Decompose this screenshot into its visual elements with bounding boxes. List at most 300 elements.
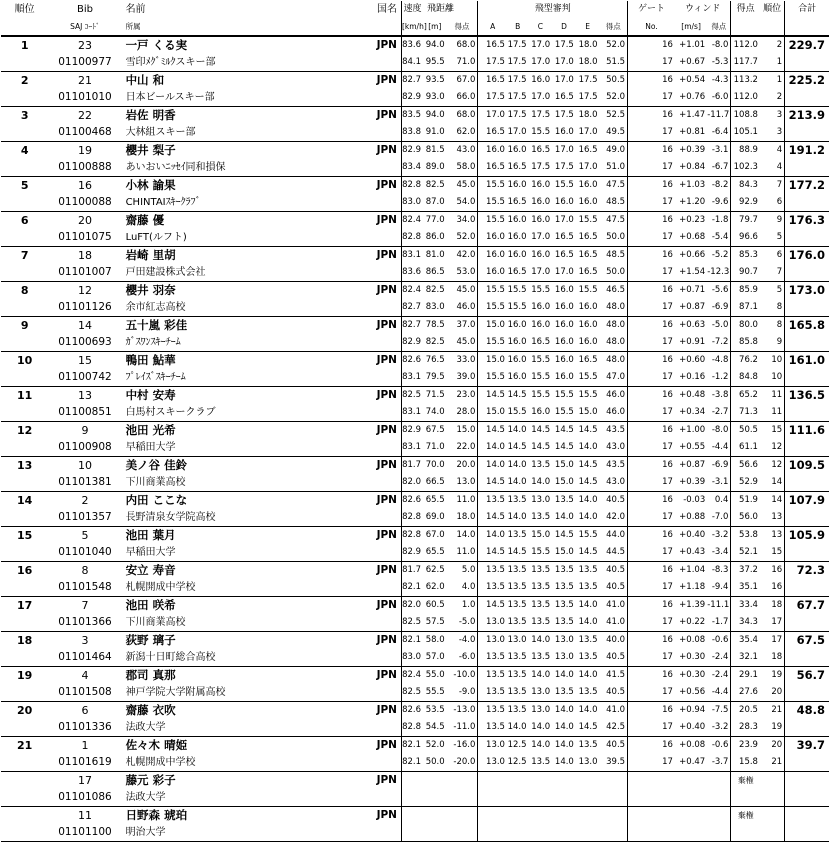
jump1-distance-points: 37.0: [447, 317, 478, 335]
athlete-total-spacer: [785, 579, 829, 597]
jump2-judge-b: 16.0: [507, 229, 529, 247]
jump2-round-rank: 15: [760, 544, 785, 562]
jump1-judge-a: 16.5: [478, 72, 507, 90]
jump1-judge-e: 18.0: [576, 107, 600, 125]
jump1-distance: 94.0: [423, 107, 447, 125]
header-bib: Bib: [48, 1, 121, 18]
jump2-wind: +1.18: [675, 579, 707, 597]
jump1-judge-d: 17.5: [552, 36, 576, 54]
athlete-row: [1, 387, 829, 405]
jump1-wind-points: -5.6: [707, 282, 731, 300]
jump2-distance-points: 39.0: [447, 369, 478, 387]
jump2-distance: 91.0: [423, 124, 447, 142]
jump2-distance: 55.5: [423, 684, 447, 702]
athlete-rank-spacer: [1, 719, 48, 737]
jump1-wind-points: -11.7: [707, 107, 731, 125]
jump1-judge-a: 15.5: [478, 282, 507, 300]
jump1-judge-d: 14.0: [552, 667, 576, 685]
header-speed: 速度: [401, 1, 423, 18]
athlete-nation-spacer: [363, 54, 402, 72]
jump2-judge-c: 16.0: [529, 404, 553, 422]
jump1-wind: +0.23: [675, 212, 707, 230]
jump2-speed: 82.5: [401, 614, 423, 632]
header-speed-unit: [km/h]: [401, 18, 423, 36]
jump1-round-rank: 14: [760, 492, 785, 510]
jump1-judge-c: 13.0: [529, 492, 553, 510]
jump1-wind-points: -3.1: [707, 142, 731, 160]
jump2-gate: 17: [628, 264, 675, 282]
jump1-judge-d: 16.0: [552, 282, 576, 300]
jump1-judge-e: 15.5: [576, 282, 600, 300]
jump1-wind-points: -5.2: [707, 247, 731, 265]
jump1-judge-a: 13.5: [478, 667, 507, 685]
jump2-wind-points: -1.7: [707, 614, 731, 632]
jump2-round-rank: 13: [760, 509, 785, 527]
jump2-judge-e: 14.5: [576, 719, 600, 737]
athlete-bib: 14: [48, 317, 121, 335]
jump2-distance-points: 13.0: [447, 474, 478, 492]
jump1-wind: +0.66: [675, 247, 707, 265]
jump2-score: [731, 824, 760, 842]
athlete-rank: 19: [1, 667, 48, 685]
jump1-judge-d: 17.0: [552, 142, 576, 160]
jump1-speed: [401, 772, 423, 790]
athlete-team: 白馬村スキークラブ: [122, 404, 363, 422]
jump2-judge-e: 14.0: [576, 614, 600, 632]
jump2-judge-b: 14.5: [507, 544, 529, 562]
jump2-gate: [628, 789, 675, 807]
jump2-score: 71.3: [731, 404, 760, 422]
athlete-total-spacer: [785, 754, 829, 772]
athlete-name: 櫻井 梨子: [122, 142, 363, 160]
jump1-round-rank: 7: [760, 177, 785, 195]
jump2-judge-a: 14.0: [478, 439, 507, 457]
jump2-judge-d: 17.0: [552, 264, 576, 282]
jump2-round-rank: 6: [760, 194, 785, 212]
jump2-judge-b: 14.0: [507, 719, 529, 737]
athlete-rank: 2: [1, 72, 48, 90]
header-wind-unit: [m/s]: [675, 18, 707, 36]
athlete-bib: 10: [48, 457, 121, 475]
jump1-judge-d: 15.0: [552, 457, 576, 475]
athlete-saj-code: 01101075: [48, 229, 121, 247]
jump1-score: 35.4: [731, 632, 760, 650]
jump2-distance-points: 54.0: [447, 194, 478, 212]
jump2-judge-c: 13.5: [529, 614, 553, 632]
athlete-row-second: [1, 789, 829, 807]
jump1-distance-points: 45.0: [447, 282, 478, 300]
jump1-distance: [423, 772, 447, 790]
athlete-rank-spacer: [1, 649, 48, 667]
jump2-wind: +0.55: [675, 439, 707, 457]
jump2-wind-points: -4.4: [707, 439, 731, 457]
athlete-rank-spacer: [1, 824, 48, 842]
jump1-score: 50.5: [731, 422, 760, 440]
jump2-judge-b: 16.0: [507, 369, 529, 387]
jump2-judge-b: 14.5: [507, 439, 529, 457]
athlete-nation-spacer: [363, 124, 402, 142]
athlete-team: 余市紅志高校: [122, 299, 363, 317]
jump1-round-rank: 20: [760, 737, 785, 755]
jump1-score: 85.3: [731, 247, 760, 265]
jump2-judge-a: 16.5: [478, 159, 507, 177]
jump1-round-rank: 8: [760, 317, 785, 335]
jump1-speed: 82.8: [401, 527, 423, 545]
jump2-judge-d: 16.0: [552, 334, 576, 352]
jump2-distance-points: [447, 824, 478, 842]
jump1-judge-c: [529, 807, 553, 825]
jump2-judge-d: 14.0: [552, 509, 576, 527]
athlete-nation: JPN: [363, 282, 402, 300]
athlete-bib: 7: [48, 597, 121, 615]
jump1-distance-points: 23.0: [447, 387, 478, 405]
jump1-distance: 82.5: [423, 282, 447, 300]
athlete-nation: JPN: [363, 352, 402, 370]
jump1-wind-points: -8.3: [707, 562, 731, 580]
jump1-judge-b: 13.5: [507, 702, 529, 720]
jump2-judge-a: [478, 824, 507, 842]
jump1-judge-a: 16.0: [478, 142, 507, 160]
jump1-judge-b: 13.5: [507, 562, 529, 580]
jump2-distance: 83.0: [423, 299, 447, 317]
jump2-judge-e: 17.0: [576, 124, 600, 142]
jump1-wind: +1.39: [675, 597, 707, 615]
jump2-judge-d: 16.0: [552, 124, 576, 142]
jump2-judge-c: 17.5: [529, 159, 553, 177]
athlete-total-spacer: [785, 649, 829, 667]
athlete-row-second: [1, 509, 829, 527]
athlete-team: 法政大学: [122, 789, 363, 807]
jump2-judge-b: 16.5: [507, 264, 529, 282]
athlete-name: 中山 和: [122, 72, 363, 90]
jump2-judge-e: 14.0: [576, 509, 600, 527]
jump2-judge-c: [529, 824, 553, 842]
athlete-saj-code: 01101086: [48, 789, 121, 807]
jump2-wind: +0.43: [675, 544, 707, 562]
jump1-score: 51.9: [731, 492, 760, 510]
jump2-gate: 17: [628, 89, 675, 107]
jump2-distance: 54.5: [423, 719, 447, 737]
jump1-speed: 81.7: [401, 562, 423, 580]
athlete-nation-spacer: [363, 649, 402, 667]
jump1-distance: 94.0: [423, 36, 447, 54]
jump1-judge-b: 17.5: [507, 107, 529, 125]
header-distance-unit: [m]: [423, 18, 447, 36]
jump2-wind-points: [707, 824, 731, 842]
jump1-distance-points: 45.0: [447, 177, 478, 195]
athlete-name: 藤元 彩子: [122, 772, 363, 790]
jump1-distance: 67.0: [423, 527, 447, 545]
jump1-distance: 76.5: [423, 352, 447, 370]
athlete-saj-code: 01101464: [48, 649, 121, 667]
jump1-gate: 16: [628, 737, 675, 755]
athlete-rank: [1, 807, 48, 825]
athlete-nation: JPN: [363, 212, 402, 230]
jump2-gate: [628, 824, 675, 842]
athlete-row-second: [1, 544, 829, 562]
jump2-score: 61.1: [731, 439, 760, 457]
jump2-score: 117.7: [731, 54, 760, 72]
athlete-bib: 19: [48, 142, 121, 160]
jump2-wind: +1.54: [675, 264, 707, 282]
jump1-wind: -0.03: [675, 492, 707, 510]
athlete-nation: JPN: [363, 702, 402, 720]
jump1-judge-b: 15.5: [507, 282, 529, 300]
jump1-score: 112.0: [731, 36, 760, 54]
jump1-judge-b: 14.5: [507, 387, 529, 405]
jump1-round-rank: 18: [760, 597, 785, 615]
jump1-judge-d: 16.0: [552, 352, 576, 370]
jump2-judge-d: 17.5: [552, 159, 576, 177]
jump1-judge-a: 15.5: [478, 177, 507, 195]
jump2-gate: 17: [628, 334, 675, 352]
jump1-distance-points: [447, 807, 478, 825]
jump2-style-points: 50.0: [600, 229, 628, 247]
athlete-team: 札幌開成中学校: [122, 754, 363, 772]
jump1-round-rank: [760, 772, 785, 790]
athlete-total-spacer: [785, 264, 829, 282]
jump1-wind-points: -3.8: [707, 387, 731, 405]
jump2-distance: 57.0: [423, 649, 447, 667]
athlete-total-spacer: [785, 404, 829, 422]
jump1-style-points: 41.0: [600, 702, 628, 720]
jump2-speed: 83.0: [401, 649, 423, 667]
jump1-distance: 81.5: [423, 142, 447, 160]
jump1-round-rank: 21: [760, 702, 785, 720]
athlete-bib: 3: [48, 632, 121, 650]
athlete-total-spacer: [785, 509, 829, 527]
jump1-gate: 16: [628, 107, 675, 125]
jump2-judge-e: 13.0: [576, 754, 600, 772]
jump1-judge-b: 17.5: [507, 36, 529, 54]
athlete-bib: 8: [48, 562, 121, 580]
jump1-distance-points: -16.0: [447, 737, 478, 755]
jump2-gate: 17: [628, 229, 675, 247]
athlete-rank: 13: [1, 457, 48, 475]
athlete-row: [1, 177, 829, 195]
jump2-speed: 82.7: [401, 299, 423, 317]
jump2-style-points: 48.5: [600, 194, 628, 212]
athlete-bib: 16: [48, 177, 121, 195]
athlete-rank-spacer: [1, 264, 48, 282]
jump2-distance: 62.0: [423, 579, 447, 597]
jump1-judge-d: 17.0: [552, 72, 576, 90]
athlete-total: 213.9: [785, 107, 829, 125]
jump2-style-points: 44.5: [600, 544, 628, 562]
header-rank: 順位: [1, 1, 48, 18]
jump2-score: 28.3: [731, 719, 760, 737]
jump2-wind: +0.39: [675, 474, 707, 492]
jump1-wind-points: 0.4: [707, 492, 731, 510]
athlete-total: 105.9: [785, 527, 829, 545]
athlete-row-second: [1, 194, 829, 212]
jump2-distance: 65.5: [423, 544, 447, 562]
jump2-judge-c: 14.5: [529, 439, 553, 457]
jump2-round-rank: 4: [760, 159, 785, 177]
jump2-wind: +0.87: [675, 299, 707, 317]
jump1-speed: [401, 807, 423, 825]
jump1-judge-c: 16.0: [529, 72, 553, 90]
jump2-gate: 17: [628, 159, 675, 177]
jump2-distance-points: -20.0: [447, 754, 478, 772]
athlete-name: 一戸 くる実: [122, 36, 363, 54]
athlete-row-second: [1, 719, 829, 737]
jump2-judge-a: 13.5: [478, 719, 507, 737]
athlete-rank: 4: [1, 142, 48, 160]
jump1-judge-e: 14.0: [576, 492, 600, 510]
jump2-wind-points: -1.2: [707, 369, 731, 387]
athlete-rank: 7: [1, 247, 48, 265]
jump2-wind-points: -3.4: [707, 544, 731, 562]
jump1-wind-points: -0.6: [707, 737, 731, 755]
jump1-distance: 81.0: [423, 247, 447, 265]
jump2-distance-points: -9.0: [447, 684, 478, 702]
jump2-distance: 71.0: [423, 439, 447, 457]
athlete-team: 下川商業高校: [122, 474, 363, 492]
jump2-distance: 86.5: [423, 264, 447, 282]
results-body: [1, 1, 829, 842]
athlete-row-second: [1, 264, 829, 282]
jump1-wind: +1.47: [675, 107, 707, 125]
jump2-wind: +0.91: [675, 334, 707, 352]
jump2-judge-b: 17.5: [507, 89, 529, 107]
jump2-judge-c: 15.5: [529, 369, 553, 387]
jump2-round-rank: 5: [760, 229, 785, 247]
jump2-style-points: [600, 824, 628, 842]
athlete-team: 早稲田大学: [122, 544, 363, 562]
athlete-saj-code: 01101381: [48, 474, 121, 492]
jump2-distance: 57.5: [423, 614, 447, 632]
jump1-judge-d: 14.0: [552, 702, 576, 720]
athlete-total: 161.0: [785, 352, 829, 370]
jump2-round-rank: 16: [760, 579, 785, 597]
jump1-judge-c: 16.0: [529, 317, 553, 335]
jump1-style-points: 43.5: [600, 457, 628, 475]
athlete-saj-code: 01101100: [48, 824, 121, 842]
athlete-nation-spacer: [363, 229, 402, 247]
jump1-speed: 82.4: [401, 667, 423, 685]
results-table: [1, 1, 829, 842]
athlete-total: 225.2: [785, 72, 829, 90]
jump2-judge-e: [576, 789, 600, 807]
jump1-distance-points: 42.0: [447, 247, 478, 265]
athlete-nation-spacer: [363, 89, 402, 107]
jump2-wind-points: -12.3: [707, 264, 731, 282]
athlete-nation-spacer: [363, 439, 402, 457]
header-round-rank: 順位: [760, 1, 785, 18]
jump2-distance: 69.0: [423, 509, 447, 527]
jump1-gate: 16: [628, 282, 675, 300]
jump2-wind: +0.34: [675, 404, 707, 422]
jump1-gate: 16: [628, 632, 675, 650]
jump1-gate: 16: [628, 387, 675, 405]
athlete-rank-spacer: [1, 474, 48, 492]
jump2-score: 32.1: [731, 649, 760, 667]
jump2-gate: 17: [628, 439, 675, 457]
jump1-style-points: 49.0: [600, 142, 628, 160]
athlete-name: 鴨田 鮎華: [122, 352, 363, 370]
jump2-round-rank: 18: [760, 649, 785, 667]
jump1-judge-d: 16.0: [552, 317, 576, 335]
athlete-name: 五十嵐 彩佳: [122, 317, 363, 335]
athlete-row: [1, 282, 829, 300]
jump2-judge-d: [552, 824, 576, 842]
jump2-speed: 82.9: [401, 89, 423, 107]
athlete-total: 136.5: [785, 387, 829, 405]
jump2-wind-points: -4.4: [707, 684, 731, 702]
jump1-judge-d: 13.0: [552, 632, 576, 650]
jump1-distance-points: 20.0: [447, 457, 478, 475]
jump1-wind: +0.39: [675, 142, 707, 160]
jump2-speed: 82.0: [401, 474, 423, 492]
jump2-judge-e: 16.5: [576, 229, 600, 247]
jump1-speed: 82.7: [401, 317, 423, 335]
jump1-judge-a: 17.0: [478, 107, 507, 125]
jump2-wind-points: -6.0: [707, 89, 731, 107]
jump2-round-rank: [760, 789, 785, 807]
jump2-distance: 74.0: [423, 404, 447, 422]
athlete-note: 棄権: [731, 807, 760, 825]
jump1-judge-c: 15.0: [529, 527, 553, 545]
jump2-speed: 84.1: [401, 54, 423, 72]
jump2-distance-points: 46.0: [447, 299, 478, 317]
jump1-wind: +0.08: [675, 632, 707, 650]
jump1-style-points: 48.5: [600, 247, 628, 265]
jump1-distance: 53.5: [423, 702, 447, 720]
jump2-distance-points: -11.0: [447, 719, 478, 737]
athlete-row-second: [1, 404, 829, 422]
athlete-nation-spacer: [363, 299, 402, 317]
jump1-round-rank: 3: [760, 107, 785, 125]
jump1-judge-c: 13.5: [529, 457, 553, 475]
athlete-row: [1, 142, 829, 160]
jump2-speed: 82.9: [401, 544, 423, 562]
athlete-row-second: [1, 89, 829, 107]
athlete-row-second: [1, 369, 829, 387]
jump2-round-rank: [760, 824, 785, 842]
jump1-wind: +0.71: [675, 282, 707, 300]
athlete-name: 日野森 琥珀: [122, 807, 363, 825]
jump1-gate: 16: [628, 142, 675, 160]
athlete-total-spacer: [785, 474, 829, 492]
jump2-gate: 17: [628, 614, 675, 632]
jump2-judge-a: 13.5: [478, 579, 507, 597]
jump1-judge-d: 13.5: [552, 597, 576, 615]
jump2-speed: [401, 824, 423, 842]
athlete-rank-spacer: [1, 404, 48, 422]
athlete-team: 神戸学院大学附属高校: [122, 684, 363, 702]
jump2-speed: 82.1: [401, 754, 423, 772]
athlete-row-second: [1, 579, 829, 597]
jump1-judge-e: 14.5: [576, 457, 600, 475]
jump2-distance-points: 22.0: [447, 439, 478, 457]
jump2-round-rank: 10: [760, 369, 785, 387]
athlete-total: 165.8: [785, 317, 829, 335]
jump1-distance: 60.5: [423, 597, 447, 615]
athlete-team: 札幌開成中学校: [122, 579, 363, 597]
jump2-speed: 82.1: [401, 579, 423, 597]
jump2-gate: 17: [628, 369, 675, 387]
athlete-rank-spacer: [1, 54, 48, 72]
jump1-judge-c: 14.5: [529, 422, 553, 440]
jump2-distance: 89.0: [423, 159, 447, 177]
athlete-rank-spacer: [1, 439, 48, 457]
jump1-style-points: [600, 772, 628, 790]
athlete-bib: 9: [48, 422, 121, 440]
athlete-nation-spacer: [363, 159, 402, 177]
jump1-gate: [628, 807, 675, 825]
athlete-saj-code: 01100468: [48, 124, 121, 142]
